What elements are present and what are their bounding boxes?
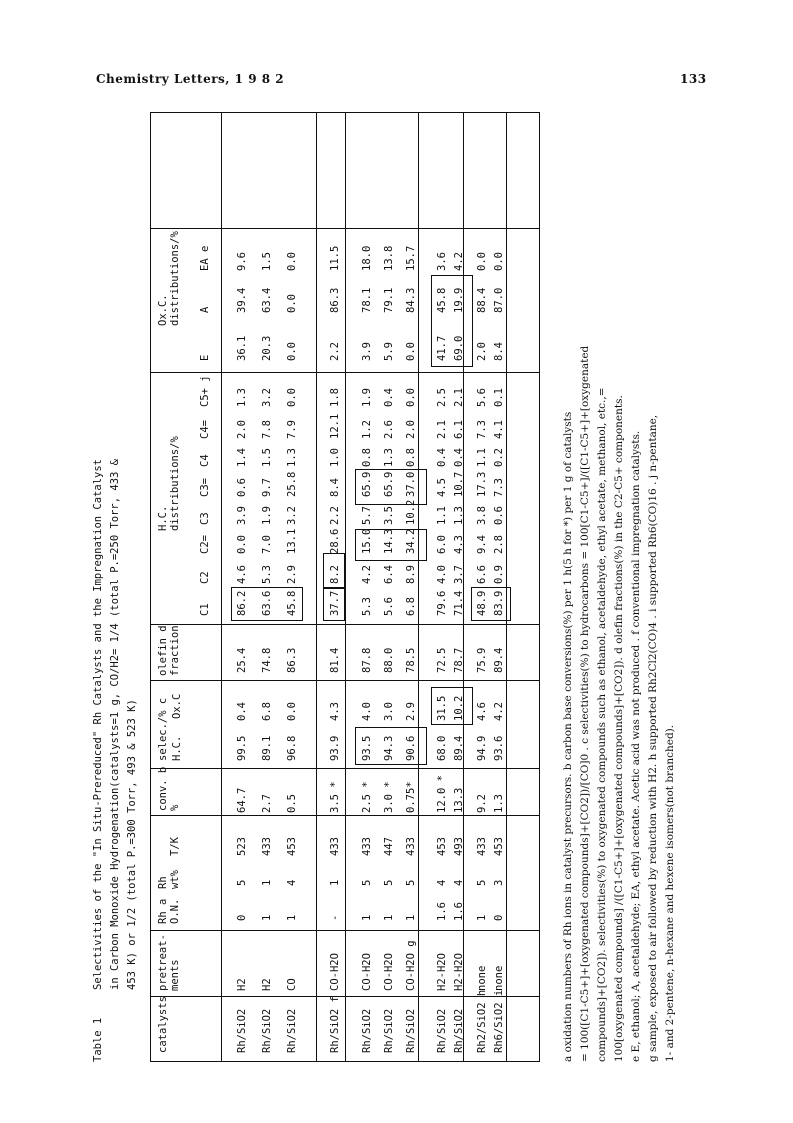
cell-selec-hc: 93.5 bbox=[361, 735, 373, 761]
cell-selec-ox: 31.5 bbox=[436, 695, 448, 721]
cell-conv: 2.5 * bbox=[361, 781, 373, 813]
cell-catalyst: Rh/SiO2 f bbox=[329, 996, 341, 1053]
highlight-box bbox=[355, 529, 427, 561]
cell-hc-dist: 5.3 bbox=[361, 597, 373, 616]
cell-selec-hc: 94.3 bbox=[383, 735, 395, 761]
cell-conv: 1.3 bbox=[493, 794, 505, 813]
cell-hc-dist: 6.0 bbox=[436, 535, 448, 554]
col-ox-2: EA e bbox=[199, 245, 211, 271]
cell-hc-dist: 5.7 bbox=[361, 506, 373, 525]
highlight-box bbox=[355, 727, 427, 765]
cell-hc-dist: 65.9 bbox=[361, 471, 373, 497]
cell-hc-dist: 7.8 bbox=[261, 420, 273, 439]
caption-line-1: Selectivities of the "In Situ-Prereduced" Rh Catalysts and the Impregnation Catalyst bbox=[92, 458, 104, 990]
cell-rh-wt: 5 bbox=[383, 879, 395, 886]
cell-hc-dist: 0.4 bbox=[453, 448, 465, 467]
cell-olefin: 86.3 bbox=[286, 647, 298, 673]
cell-hc-dist: 1.2 bbox=[361, 420, 373, 439]
cell-hc-dist: 10.2 bbox=[405, 499, 417, 525]
cell-hc-dist: 8.2 bbox=[329, 565, 341, 584]
cell-ox-dist: 36.1 bbox=[236, 335, 248, 361]
footnote-line: 1- and 2-pentene, n-hexane and hexene isomers(not branched). bbox=[664, 724, 676, 1062]
col-hc-3: C3 bbox=[199, 512, 211, 525]
cell-rh-wt: 5 bbox=[405, 879, 417, 886]
cell-hc-dist: 2.0 bbox=[236, 420, 248, 439]
footnote-line: = 100([C1-C5+]+[oxygenated compounds]+[CO2])/[CO]0 . c selectivities(%) to hydrocarbons = 100[C1-C5+]/([C1-C5+]+[oxygenated bbox=[579, 345, 591, 1062]
cell-selec-hc: 99.5 bbox=[236, 735, 248, 761]
cell-ox-dist: 0.0 bbox=[286, 252, 298, 271]
cell-tk: 493 bbox=[453, 837, 465, 856]
cell-ox-dist: 3.6 bbox=[436, 252, 448, 271]
cell-conv: 0.5 bbox=[286, 794, 298, 813]
cell-hc-dist: 6.6 bbox=[476, 565, 488, 584]
col-hc-7: C5+ j bbox=[199, 375, 211, 407]
cell-ox-dist: 84.3 bbox=[405, 287, 417, 313]
cell-hc-dist: 0.0 bbox=[236, 535, 248, 554]
col-hc-6: C4= bbox=[199, 420, 211, 439]
cell-catalyst: Rh/SiO2 bbox=[383, 1008, 395, 1053]
cell-hc-dist: 1.9 bbox=[261, 506, 273, 525]
cell-rh-wt: 5 bbox=[476, 879, 488, 886]
cell-ox-dist: 0.0 bbox=[476, 252, 488, 271]
cell-conv: 9.2 bbox=[476, 794, 488, 813]
cell-hc-dist: 3.8 bbox=[476, 506, 488, 525]
cell-hc-dist: 1.5 bbox=[261, 448, 273, 467]
cell-tk: 453 bbox=[493, 837, 505, 856]
cell-hc-dist: 6.8 bbox=[405, 597, 417, 616]
cell-hc-dist: 9.7 bbox=[261, 478, 273, 497]
footnotes bbox=[560, 112, 679, 1062]
cell-hc-dist: 1.3 bbox=[286, 448, 298, 467]
cell-ox-dist: 0.0 bbox=[286, 342, 298, 361]
cell-pretreatment: CO-H2O bbox=[383, 953, 395, 991]
cell-selec-ox: 4.0 bbox=[361, 702, 373, 721]
cell-hc-dist: 6.1 bbox=[453, 420, 465, 439]
row-rule bbox=[221, 113, 222, 1061]
highlight-box bbox=[323, 553, 345, 589]
cell-rh-on: 1.6 bbox=[453, 902, 465, 921]
cell-hc-dist: 2.2 bbox=[329, 506, 341, 525]
cell-ox-dist: 69.0 bbox=[453, 335, 465, 361]
col-hc-1: C2 bbox=[199, 571, 211, 584]
cell-hc-dist: 1.1 bbox=[436, 506, 448, 525]
cell-rh-wt: 1 bbox=[329, 879, 341, 886]
table-caption bbox=[90, 112, 141, 1062]
cell-hc-dist: 4.3 bbox=[453, 535, 465, 554]
col-catalysts: catalysts bbox=[157, 996, 169, 1053]
cell-ox-dist: 8.4 bbox=[493, 342, 505, 361]
cell-ox-dist: 13.8 bbox=[383, 245, 395, 271]
cell-selec-ox: 6.8 bbox=[261, 702, 273, 721]
cell-selec-ox: 10.2 bbox=[453, 695, 465, 721]
cell-olefin: 88.0 bbox=[383, 647, 395, 673]
cell-rh-wt: 5 bbox=[361, 879, 373, 886]
col-hc-4: C3= bbox=[199, 478, 211, 497]
cell-rh-wt: 4 bbox=[453, 879, 465, 886]
footnote-line: e E, ethanol; A, acetaldehyde; EA, ethyl acetate. Acetic acid was not produced . f conventional impregnation catalysts. bbox=[630, 430, 642, 1062]
cell-pretreatment: CO-H2O bbox=[329, 953, 341, 991]
footnote-line: g sample, exposed to air followed by reduction with H2. h supported Rh2Cl2(CO)4 . i supported Rh6(CO)16 . j n-pentane, bbox=[647, 414, 659, 1062]
cell-pretreatment: none bbox=[493, 965, 505, 991]
cell-olefin: 25.4 bbox=[236, 647, 248, 673]
cell-pretreatment: H2-H2O bbox=[453, 953, 465, 991]
cell-selec-ox: 4.6 bbox=[476, 702, 488, 721]
cell-hc-dist: 0.8 bbox=[405, 448, 417, 467]
cell-ox-dist: 78.1 bbox=[361, 287, 373, 313]
cell-pretreatment: H2 bbox=[236, 978, 248, 991]
highlight-box bbox=[431, 275, 473, 367]
col-conv: conv. b % bbox=[157, 766, 181, 811]
cell-hc-dist: 3.7 bbox=[453, 565, 465, 584]
cell-conv: 3.5 * bbox=[329, 781, 341, 813]
col-selec-ox: Ox.C bbox=[171, 693, 183, 719]
cell-hc-dist: 28.6 bbox=[329, 528, 341, 554]
row-rule bbox=[345, 113, 346, 1061]
cell-selec-hc: 68.0 bbox=[436, 735, 448, 761]
cell-olefin: 78.5 bbox=[405, 647, 417, 673]
cell-rh-on: 0 bbox=[236, 914, 248, 921]
cell-selec-ox: 0.0 bbox=[286, 702, 298, 721]
col-tk: T/K bbox=[169, 837, 181, 856]
cell-pretreatment: CO bbox=[286, 978, 298, 991]
cell-hc-dist: 2.6 bbox=[383, 420, 395, 439]
cell-conv: 3.0 * bbox=[383, 781, 395, 813]
cell-hc-dist: 3.2 bbox=[286, 506, 298, 525]
cell-rh-on: 1 bbox=[361, 914, 373, 921]
cell-ox-dist: 19.9 bbox=[453, 287, 465, 313]
cell-ox-dist: 4.2 bbox=[453, 252, 465, 271]
cell-tk: 447 bbox=[383, 837, 395, 856]
cell-hc-dist: 0.0 bbox=[405, 388, 417, 407]
col-olefin: olefin d fraction bbox=[157, 625, 181, 676]
cell-catalyst: Rh2/SiO2 h bbox=[476, 989, 488, 1053]
cell-hc-dist: 0.1 bbox=[493, 388, 505, 407]
cell-tk: 433 bbox=[329, 837, 341, 856]
highlight-box bbox=[323, 587, 345, 621]
cell-hc-dist: 2.1 bbox=[453, 388, 465, 407]
cell-hc-dist: 63.6 bbox=[261, 590, 273, 616]
cell-ox-dist: 1.5 bbox=[261, 252, 273, 271]
cell-hc-dist: 15.0 bbox=[361, 528, 373, 554]
cell-tk: 453 bbox=[436, 837, 448, 856]
cell-ox-dist: 2.2 bbox=[329, 342, 341, 361]
cell-ox-dist: 18.0 bbox=[361, 245, 373, 271]
cell-hc-dist: 14.3 bbox=[383, 528, 395, 554]
page-number: 133 bbox=[680, 72, 707, 86]
cell-selec-hc: 93.6 bbox=[493, 735, 505, 761]
col-hc-0: C1 bbox=[199, 603, 211, 616]
highlight-box bbox=[471, 587, 511, 621]
cell-ox-dist: 45.8 bbox=[436, 287, 448, 313]
footnote-line: compounds]+[CO2]). selectivities(%) to oxygenated compounds such as ethanol, acetaldehyde, ethyl acetate, methanol, etc.,= bbox=[596, 387, 608, 1062]
cell-hc-dist: 0.6 bbox=[236, 478, 248, 497]
cell-conv: 0.75* bbox=[405, 781, 417, 813]
cell-tk: 523 bbox=[236, 837, 248, 856]
cell-hc-dist: 2.8 bbox=[493, 535, 505, 554]
cell-rh-wt: 4 bbox=[436, 879, 448, 886]
cell-catalyst: Rh/SiO2 bbox=[236, 1008, 248, 1053]
cell-olefin: 75.9 bbox=[476, 647, 488, 673]
cell-conv: 64.7 bbox=[236, 787, 248, 813]
cell-catalyst: Rh/SiO2 bbox=[405, 1008, 417, 1053]
cell-hc-dist: 0.4 bbox=[436, 448, 448, 467]
col-rh-wt: Rh wt% bbox=[157, 870, 181, 889]
cell-hc-dist: 6.4 bbox=[383, 565, 395, 584]
cell-hc-dist: 5.3 bbox=[261, 565, 273, 584]
cell-catalyst: Rh/SiO2 bbox=[436, 1008, 448, 1053]
cell-hc-dist: 0.8 bbox=[361, 448, 373, 467]
cell-rh-on: 1 bbox=[476, 914, 488, 921]
table-label: Table 1 bbox=[92, 1017, 104, 1062]
journal-header: Chemistry Letters, 1 9 8 2 bbox=[96, 72, 285, 86]
cell-hc-dist: 83.9 bbox=[493, 590, 505, 616]
col-hc-2: C2= bbox=[199, 535, 211, 554]
footnote-line: a oxidation numbers of Rh ions in catalyst precursors. b carbon base conversions(%) per 1 h(5 h for *) per 1 g of catalysts bbox=[562, 411, 574, 1062]
cell-conv: 13.3 bbox=[453, 787, 465, 813]
caption-line-2: in Carbon Monoxide Hydrogenation(catalysts=1 g, CO/H2= 1/4 (total P.=250 Torr, 433 & bbox=[109, 458, 121, 990]
cell-rh-on: 1.6 bbox=[436, 902, 448, 921]
cell-pretreatment: CO-H2O bbox=[361, 953, 373, 991]
cell-tk: 433 bbox=[361, 837, 373, 856]
cell-hc-dist: 34.2 bbox=[405, 528, 417, 554]
cell-tk: 433 bbox=[405, 837, 417, 856]
cell-hc-dist: 65.9 bbox=[383, 471, 395, 497]
highlight-box bbox=[355, 469, 427, 505]
cell-catalyst: Rh6/SiO2 i bbox=[493, 989, 505, 1053]
cell-selec-hc: 96.8 bbox=[286, 735, 298, 761]
cell-hc-dist: 1.4 bbox=[236, 448, 248, 467]
cell-hc-dist: 2.1 bbox=[436, 420, 448, 439]
cell-ox-dist: 5.9 bbox=[383, 342, 395, 361]
cell-tk: 433 bbox=[261, 837, 273, 856]
cell-olefin: 72.5 bbox=[436, 647, 448, 673]
cell-hc-dist: 0.4 bbox=[383, 388, 395, 407]
cell-selec-ox: 2.9 bbox=[405, 702, 417, 721]
cell-rh-wt: 4 bbox=[286, 879, 298, 886]
cell-catalyst: Rh/SiO2 bbox=[286, 1008, 298, 1053]
cell-pretreatment: H2 bbox=[261, 978, 273, 991]
cell-ox-dist: 0.0 bbox=[405, 342, 417, 361]
cell-ox-dist: 79.1 bbox=[383, 287, 395, 313]
col-selec: selec./% c bbox=[157, 697, 169, 761]
cell-pretreatment: H2-H2O bbox=[436, 953, 448, 991]
cell-olefin: 87.8 bbox=[361, 647, 373, 673]
cell-hc-dist: 3.9 bbox=[236, 506, 248, 525]
cell-hc-dist: 7.3 bbox=[493, 478, 505, 497]
cell-selec-hc: 94.9 bbox=[476, 735, 488, 761]
cell-conv: 2.7 bbox=[261, 794, 273, 813]
cell-hc-dist: 79.6 bbox=[436, 590, 448, 616]
cell-hc-dist: 0.6 bbox=[493, 506, 505, 525]
cell-catalyst: Rh/SiO2 bbox=[453, 1008, 465, 1053]
cell-hc-dist: 4.2 bbox=[361, 565, 373, 584]
cell-pretreatment: none bbox=[476, 965, 488, 991]
cell-hc-dist: 48.9 bbox=[476, 590, 488, 616]
col-ox-0: E bbox=[199, 354, 211, 361]
caption-line-3: 453 K) or 1/2 (total P.=300 Torr, 493 & 523 K) bbox=[126, 699, 138, 990]
cell-selec-hc: 93.9 bbox=[329, 735, 341, 761]
cell-hc-dist: 45.8 bbox=[286, 590, 298, 616]
cell-hc-dist: 4.1 bbox=[493, 420, 505, 439]
cell-hc-dist: 86.2 bbox=[236, 590, 248, 616]
cell-rh-on: 1 bbox=[286, 914, 298, 921]
cell-ox-dist: 39.4 bbox=[236, 287, 248, 313]
cell-hc-dist: 8.9 bbox=[405, 565, 417, 584]
cell-hc-dist: 1.3 bbox=[453, 506, 465, 525]
cell-ox-dist: 15.7 bbox=[405, 245, 417, 271]
cell-pretreatment: CO-H2O g bbox=[405, 940, 417, 991]
cell-rh-on: 1 bbox=[383, 914, 395, 921]
cell-selec-ox: 4.3 bbox=[329, 702, 341, 721]
cell-hc-dist: 7.3 bbox=[476, 420, 488, 439]
cell-hc-dist: 0.9 bbox=[493, 565, 505, 584]
col-pretreatments: pretreat- ments bbox=[157, 934, 181, 991]
cell-hc-dist: 1.3 bbox=[383, 448, 395, 467]
cell-conv: 12.0 * bbox=[436, 775, 448, 813]
cell-hc-dist: 2.5 bbox=[436, 388, 448, 407]
cell-hc-dist: 25.8 bbox=[286, 471, 298, 497]
cell-hc-dist: 5.6 bbox=[383, 597, 395, 616]
cell-ox-dist: 3.9 bbox=[361, 342, 373, 361]
cell-selec-ox: 4.2 bbox=[493, 702, 505, 721]
cell-rh-on: 0 bbox=[493, 914, 505, 921]
cell-rh-wt: 3 bbox=[493, 879, 505, 886]
cell-hc-dist: 8.4 bbox=[329, 478, 341, 497]
cell-hc-dist: 2.9 bbox=[286, 565, 298, 584]
cell-hc-dist: 7.0 bbox=[261, 535, 273, 554]
cell-hc-dist: 1.9 bbox=[361, 388, 373, 407]
cell-ox-dist: 0.0 bbox=[493, 252, 505, 271]
cell-rh-on: 1 bbox=[261, 914, 273, 921]
rotated-table-page bbox=[90, 112, 710, 1062]
cell-hc-dist: 5.6 bbox=[476, 388, 488, 407]
col-selec-hc: H.C. bbox=[171, 735, 183, 761]
col-hc-dist: H.C. distributions/% bbox=[157, 436, 181, 531]
cell-tk: 433 bbox=[476, 837, 488, 856]
cell-ox-dist: 20.3 bbox=[261, 335, 273, 361]
cell-selec-hc: 89.4 bbox=[453, 735, 465, 761]
cell-tk: 453 bbox=[286, 837, 298, 856]
col-ox-dist: Ox.C. distributions/% bbox=[157, 231, 181, 326]
cell-hc-dist: 4.6 bbox=[236, 565, 248, 584]
cell-hc-dist: 1.1 bbox=[476, 448, 488, 467]
cell-ox-dist: 86.3 bbox=[329, 287, 341, 313]
cell-rh-on: 1 bbox=[405, 914, 417, 921]
cell-hc-dist: 12.1 bbox=[329, 413, 341, 439]
cell-hc-dist: 3.2 bbox=[261, 388, 273, 407]
cell-olefin: 81.4 bbox=[329, 647, 341, 673]
cell-ox-dist: 0.0 bbox=[286, 294, 298, 313]
cell-hc-dist: 13.1 bbox=[286, 528, 298, 554]
cell-rh-wt: 1 bbox=[261, 879, 273, 886]
cell-rh-on: - bbox=[329, 914, 341, 921]
col-hc-5: C4 bbox=[199, 454, 211, 467]
cell-selec-ox: 0.4 bbox=[236, 702, 248, 721]
cell-ox-dist: 2.0 bbox=[476, 342, 488, 361]
data-table bbox=[150, 112, 540, 1062]
cell-selec-hc: 89.1 bbox=[261, 735, 273, 761]
cell-ox-dist: 87.0 bbox=[493, 287, 505, 313]
cell-olefin: 89.4 bbox=[493, 647, 505, 673]
cell-hc-dist: 17.3 bbox=[476, 471, 488, 497]
col-ox-1: A bbox=[199, 306, 211, 313]
cell-hc-dist: 10.7 bbox=[453, 471, 465, 497]
cell-catalyst: Rh/SiO2 bbox=[361, 1008, 373, 1053]
footnote-line: 100[oxygenated compounds] /([C1-C5+]+[oxygenated compounds]+[CO2]). d olefin fractions(%) in the C2-C5+ components. bbox=[613, 395, 625, 1062]
cell-catalyst: Rh/SiO2 bbox=[261, 1008, 273, 1053]
row-rule bbox=[418, 113, 419, 1061]
cell-hc-dist: 1.3 bbox=[236, 388, 248, 407]
cell-rh-wt: 5 bbox=[236, 879, 248, 886]
cell-ox-dist: 9.6 bbox=[236, 252, 248, 271]
cell-hc-dist: 4.0 bbox=[436, 565, 448, 584]
cell-hc-dist: 0.2 bbox=[493, 448, 505, 467]
cell-selec-hc: 90.6 bbox=[405, 735, 417, 761]
cell-hc-dist: 71.4 bbox=[453, 590, 465, 616]
row-rule bbox=[316, 113, 317, 1061]
cell-hc-dist: 2.0 bbox=[405, 420, 417, 439]
cell-hc-dist: 3.5 bbox=[383, 506, 395, 525]
cell-hc-dist: 4.5 bbox=[436, 478, 448, 497]
col-rh-on: Rh a O.N. bbox=[157, 898, 181, 924]
cell-hc-dist: 9.4 bbox=[476, 535, 488, 554]
cell-ox-dist: 63.4 bbox=[261, 287, 273, 313]
cell-hc-dist: 7.9 bbox=[286, 420, 298, 439]
cell-selec-ox: 3.0 bbox=[383, 702, 395, 721]
cell-hc-dist: 1.8 bbox=[329, 388, 341, 407]
highlight-box bbox=[431, 687, 473, 725]
cell-hc-dist: 37.7 bbox=[329, 590, 341, 616]
cell-hc-dist: 0.0 bbox=[286, 388, 298, 407]
cell-ox-dist: 11.5 bbox=[329, 245, 341, 271]
cell-ox-dist: 41.7 bbox=[436, 335, 448, 361]
cell-hc-dist: 37.0 bbox=[405, 471, 417, 497]
cell-olefin: 78.7 bbox=[453, 647, 465, 673]
cell-hc-dist: 1.0 bbox=[329, 448, 341, 467]
cell-ox-dist: 88.4 bbox=[476, 287, 488, 313]
cell-olefin: 74.8 bbox=[261, 647, 273, 673]
highlight-box bbox=[231, 587, 303, 621]
